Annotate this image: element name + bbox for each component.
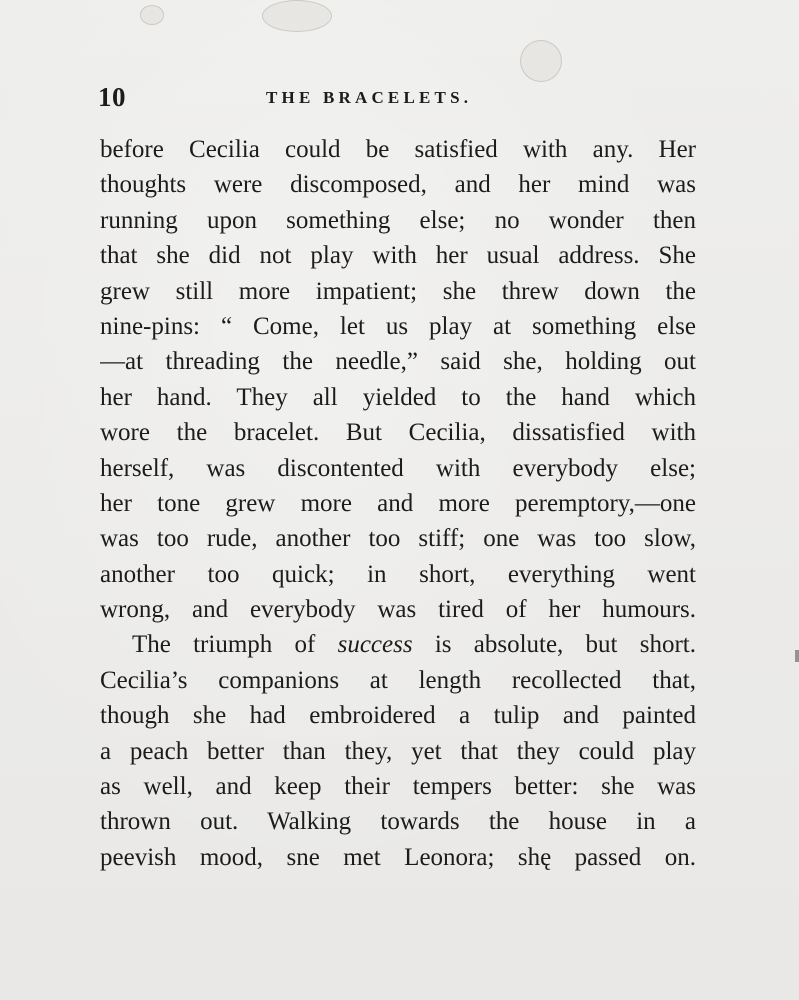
- text-fragment: The triumph of: [132, 631, 338, 659]
- text-line: as well, and keep their tempers better: she was: [100, 773, 696, 801]
- paragraph-start-line: [100, 627, 696, 662]
- italic-word: success: [337, 631, 413, 659]
- text-line: wore the bracelet. But Cecilia, dissatisfied with: [100, 419, 696, 447]
- body-text: [100, 132, 696, 875]
- foxing-stain: [262, 0, 332, 32]
- text-line: nine-pins: “ Come, let us play at something else: [100, 312, 696, 340]
- text-line: that she did not play with her usual address. She: [100, 242, 696, 270]
- text-line: peevish mood, sne met Leonora; shę passed on.: [100, 843, 696, 871]
- text-line: another too quick; in short, everything went: [100, 560, 696, 588]
- page-edge-mark: [795, 650, 799, 662]
- text-line: thrown out. Walking towards the house in a: [100, 808, 696, 836]
- text-line: thoughts were discomposed, and her mind was: [100, 171, 696, 199]
- text-fragment: is absolute, but short.: [412, 631, 696, 659]
- foxing-stain: [520, 40, 562, 82]
- text-line: was too rude, another too stiff; one was too slow,: [100, 525, 696, 553]
- foxing-stain: [140, 5, 164, 25]
- running-head: THE BRACELETS.: [266, 88, 473, 107]
- text-line: though she had embroidered a tulip and painted: [100, 702, 696, 730]
- text-line: her tone grew more and more peremptory,—one: [100, 489, 696, 517]
- text-line: running upon something else; no wonder then: [100, 206, 696, 234]
- page-header: [98, 80, 528, 114]
- page-number: 10: [98, 82, 126, 112]
- text-line: her hand. They all yielded to the hand which: [100, 383, 696, 411]
- text-line: herself, was discontented with everybody else;: [100, 454, 696, 482]
- text-line: grew still more impatient; she threw down the: [100, 277, 696, 305]
- text-line: —at threading the needle,” said she, holding out: [100, 348, 696, 376]
- text-line: a peach better than they, yet that they could play: [100, 737, 696, 765]
- text-line: before Cecilia could be satisfied with any. Her: [100, 136, 696, 163]
- text-line: wrong, and everybody was tired of her humours.: [100, 596, 696, 624]
- text-line: Cecilia’s companions at length recollected that,: [100, 666, 696, 694]
